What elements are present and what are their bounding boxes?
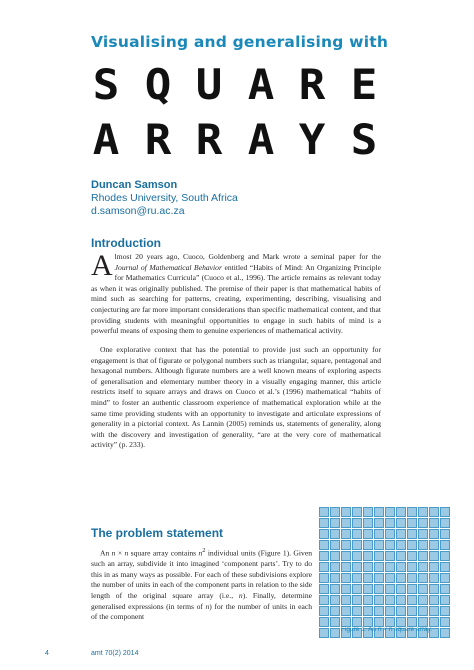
array-unit [407, 584, 417, 594]
array-unit [363, 562, 373, 572]
array-unit [341, 595, 351, 605]
array-unit [374, 518, 384, 528]
array-unit [440, 595, 450, 605]
text-run: An [100, 548, 112, 558]
intro-paragraph-1 [91, 249, 381, 337]
array-unit [396, 551, 406, 561]
title-letter: Y [299, 115, 326, 164]
section-heading-problem: The problem statement [91, 526, 224, 540]
array-unit [407, 551, 417, 561]
array-unit [407, 518, 417, 528]
array-unit [319, 628, 329, 638]
array-unit [440, 628, 450, 638]
array-unit [319, 617, 329, 627]
array-unit [330, 573, 340, 583]
author-affiliation: Rhodes University, South Africa [91, 192, 238, 204]
array-unit [330, 584, 340, 594]
array-unit [440, 551, 450, 561]
array-unit [407, 606, 417, 616]
array-unit [429, 507, 439, 517]
array-unit [418, 529, 428, 539]
array-unit [407, 529, 417, 539]
math-var: n [238, 590, 243, 600]
array-unit [440, 573, 450, 583]
superscript: 2 [202, 547, 206, 554]
array-unit [352, 595, 362, 605]
array-unit [319, 562, 329, 572]
article-kicker: Visualising and generalising with [91, 33, 389, 51]
array-unit [319, 584, 329, 594]
array-unit [429, 584, 439, 594]
array-unit [385, 551, 395, 561]
array-unit [363, 595, 373, 605]
array-unit [341, 562, 351, 572]
array-unit [330, 628, 340, 638]
array-unit [363, 551, 373, 561]
array-unit [352, 507, 362, 517]
author-name: Duncan Samson [91, 179, 178, 191]
text-run: individual units (Figure 1). Given such an array, subdivide it into imagined ‘component parts’. Try to do this in as many ways as possible. For each of these subdivisions explore the number of units in each of the component parts in relation to the side length of the original square array (i.e., [91, 548, 312, 600]
array-unit [385, 595, 395, 605]
array-unit [418, 551, 428, 561]
array-unit [429, 529, 439, 539]
author-email[interactable]: d.samson@ru.ac.za [91, 205, 185, 217]
array-unit [319, 518, 329, 528]
array-unit [330, 518, 340, 528]
array-unit [429, 562, 439, 572]
title-letter: R [195, 115, 223, 164]
array-unit [363, 584, 373, 594]
array-unit [374, 540, 384, 550]
array-unit [319, 595, 329, 605]
math-var: n [124, 548, 129, 558]
array-unit [330, 562, 340, 572]
array-unit [319, 529, 329, 539]
array-unit [319, 540, 329, 550]
square-array-figure [318, 506, 451, 639]
array-unit [374, 595, 384, 605]
array-unit [319, 573, 329, 583]
array-unit [330, 529, 340, 539]
array-unit [418, 573, 428, 583]
problem-paragraph [91, 546, 312, 623]
array-unit [407, 540, 417, 550]
array-unit [440, 507, 450, 517]
array-unit [352, 551, 362, 561]
array-unit [374, 529, 384, 539]
text-run: × [115, 548, 125, 558]
journal-title: Journal of Mathematical Behavior [114, 262, 222, 272]
array-unit [440, 617, 450, 627]
title-letter: S [350, 115, 378, 164]
array-unit [341, 573, 351, 583]
array-unit [352, 584, 362, 594]
array-unit [440, 606, 450, 616]
title-letter: S [92, 60, 120, 109]
array-unit [407, 595, 417, 605]
array-unit [363, 573, 373, 583]
array-unit [396, 573, 406, 583]
math-var: n [111, 548, 116, 558]
array-unit [385, 606, 395, 616]
journal-footer: amt 70(2) 2014 [91, 650, 139, 657]
array-unit [385, 573, 395, 583]
title-letter: R [299, 60, 326, 109]
array-unit [374, 562, 384, 572]
array-unit [396, 540, 406, 550]
array-unit [319, 507, 329, 517]
array-unit [429, 573, 439, 583]
array-unit [418, 540, 428, 550]
array-unit [341, 584, 351, 594]
array-unit [330, 507, 340, 517]
array-unit [352, 573, 362, 583]
array-unit [385, 562, 395, 572]
array-unit [330, 606, 340, 616]
array-unit [363, 507, 373, 517]
array-unit [341, 518, 351, 528]
array-unit [396, 584, 406, 594]
array-unit [440, 540, 450, 550]
array-unit [374, 573, 384, 583]
title-letter: E [350, 60, 378, 109]
article-title-line-1 [91, 60, 379, 109]
array-unit [352, 606, 362, 616]
array-unit [440, 518, 450, 528]
title-letter: A [247, 115, 275, 164]
array-unit [440, 529, 450, 539]
array-unit [396, 606, 406, 616]
figure-caption: Figure 1. An n × n square array. [341, 626, 433, 633]
array-unit [341, 540, 351, 550]
array-unit [429, 551, 439, 561]
math-var: n [205, 601, 210, 611]
array-unit [341, 507, 351, 517]
section-heading-introduction: Introduction [91, 236, 161, 250]
array-unit [374, 551, 384, 561]
array-unit [363, 540, 373, 550]
text-run: entitled “Habits of Mind: An Organizing Principle for Mathematics Curricula” (Cuoco et al., 1996). The article remains as relevant today as when it was originally published. The premise of their paper is that mathematical habits of mind such as searching for patterns, creating, experimenting, describing, visualising and conjecturing are far more important considerations than specific mathematical content, and that providing students with meaningful opportunities to engage in such habits of mind is a powerful means of exposing them to genuine experiences of mathematical activity. [91, 262, 381, 336]
array-unit [407, 562, 417, 572]
array-unit [319, 551, 329, 561]
title-letter: U [195, 60, 223, 109]
array-unit [396, 507, 406, 517]
array-unit [330, 551, 340, 561]
text-run: lmost 20 years ago, Cuoco, Goldenberg and Mark wrote a seminal paper for the [114, 252, 381, 261]
array-unit [352, 529, 362, 539]
array-unit [341, 551, 351, 561]
text-run: ) for the number of units in each of the component [91, 601, 312, 622]
array-unit [418, 595, 428, 605]
array-unit [352, 540, 362, 550]
array-unit [352, 562, 362, 572]
array-unit [385, 529, 395, 539]
text-run: ). Finally, determine generalised expressions (in terms of [91, 590, 312, 611]
array-unit [396, 562, 406, 572]
array-unit [374, 584, 384, 594]
array-unit [429, 540, 439, 550]
array-unit [440, 562, 450, 572]
array-unit [396, 518, 406, 528]
array-unit [418, 518, 428, 528]
array-unit [352, 518, 362, 528]
array-unit [385, 507, 395, 517]
title-letter: Q [144, 60, 171, 109]
math-var: n [198, 548, 203, 558]
array-unit [429, 595, 439, 605]
array-unit [330, 617, 340, 627]
array-unit [429, 518, 439, 528]
array-unit [396, 595, 406, 605]
title-letter: A [92, 115, 120, 164]
author-block [91, 179, 238, 218]
text-run: square array contains [128, 548, 199, 558]
array-unit [440, 584, 450, 594]
title-letter: R [144, 115, 171, 164]
array-unit [341, 529, 351, 539]
array-unit [374, 606, 384, 616]
array-unit [385, 540, 395, 550]
array-unit [363, 606, 373, 616]
array-unit [418, 606, 428, 616]
title-letter: A [247, 60, 275, 109]
page-number: 4 [45, 650, 49, 657]
drop-cap: A [91, 249, 113, 282]
array-unit [385, 584, 395, 594]
array-unit [319, 606, 329, 616]
array-unit [429, 606, 439, 616]
array-unit [341, 606, 351, 616]
array-unit [363, 518, 373, 528]
array-unit [407, 573, 417, 583]
array-unit [418, 507, 428, 517]
array-unit [385, 518, 395, 528]
array-unit [418, 562, 428, 572]
array-unit [407, 507, 417, 517]
intro-paragraph-2: One explorative context that has the potential to provide just such an opportunity for engagement is that of figurate or polygonal numbers such as triangular, square, pentagonal and hexagonal numbers. Although figurate numbers are a well known means of exploring aspects of generalisation and elementary number theory in a visually engaging manner, this article restricts itself to square arrays and draws on Cuoco et al.’s (1996) mathematical “habits of mind” to foster an authentic classroom experience of mathematical exploration while at the same time providing students with an opportunity to investigate and articulate expressions of generality in a pictorial context. As Lannin (2005) reminds us, statements of generality, along with the discovery and investigation of generality, “are at the very core of mathematical activity” (p. 233). [91, 345, 381, 450]
array-unit [396, 529, 406, 539]
array-unit [363, 529, 373, 539]
array-unit [330, 540, 340, 550]
article-title-line-2 [91, 115, 379, 164]
array-unit [330, 595, 340, 605]
array-unit [418, 584, 428, 594]
array-unit [374, 507, 384, 517]
